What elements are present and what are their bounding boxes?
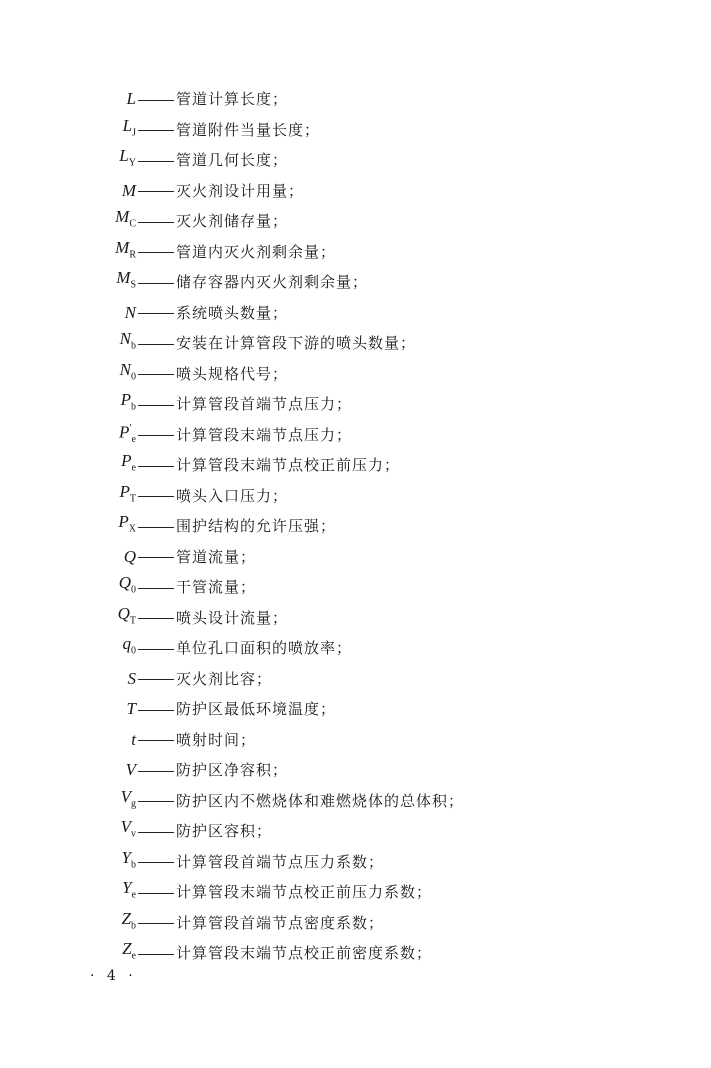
em-dash-separator xyxy=(138,405,174,406)
em-dash-separator xyxy=(138,557,174,558)
symbol-subscript: b xyxy=(131,920,136,932)
symbol-description: 管道流量； xyxy=(176,547,257,566)
symbol-row xyxy=(0,267,711,298)
em-dash-separator xyxy=(138,374,174,375)
symbol-description: 系统喷头数量； xyxy=(176,303,289,322)
symbol-subscript: e xyxy=(131,462,136,474)
symbol-subscript: v xyxy=(131,828,136,840)
symbol-main: M xyxy=(116,268,131,288)
symbol-row xyxy=(0,145,711,176)
page-number: · 4 · xyxy=(90,968,137,984)
symbol-main: Q xyxy=(123,546,136,566)
em-dash-separator xyxy=(138,679,174,680)
symbol xyxy=(0,263,136,301)
symbol-subscript: 0 xyxy=(131,584,136,596)
symbol-main: V xyxy=(120,817,131,837)
symbol xyxy=(0,725,136,756)
symbol-subscript: S xyxy=(130,279,136,291)
em-dash-separator xyxy=(138,466,174,467)
symbol-main: M xyxy=(115,207,130,227)
symbol-subscript: e xyxy=(131,434,136,446)
symbol-description: 计算管段首端节点压力； xyxy=(176,395,353,413)
symbol-main: Q xyxy=(118,573,131,593)
symbol-description: 计算管段首端节点压力系数； xyxy=(176,852,385,871)
em-dash-separator xyxy=(138,923,174,924)
symbol-main: V xyxy=(120,786,131,806)
symbol-subscript: 0 xyxy=(131,371,136,383)
symbol-main: M xyxy=(115,237,130,257)
em-dash-separator xyxy=(138,100,174,101)
symbol-subscript: b xyxy=(131,859,136,871)
symbol-main: P xyxy=(118,512,129,532)
symbol-main: V xyxy=(125,760,136,779)
symbol-description: 安装在计算管段下游的喷头数量； xyxy=(176,334,417,352)
symbol-description: 喷头设计流量； xyxy=(176,608,289,627)
em-dash-separator xyxy=(138,954,174,955)
symbol-subscript: 0 xyxy=(131,645,136,657)
em-dash-separator xyxy=(138,893,174,894)
em-dash-separator xyxy=(138,252,174,253)
em-dash-separator xyxy=(138,618,174,619)
symbol-list xyxy=(0,84,711,969)
em-dash-separator xyxy=(138,222,174,223)
em-dash-separator xyxy=(138,313,174,314)
symbol-description: 喷射时间； xyxy=(176,730,257,749)
symbol-subscript: b xyxy=(131,401,136,413)
symbol-main: Z xyxy=(122,939,132,959)
em-dash-separator xyxy=(138,832,174,833)
symbol xyxy=(0,934,136,972)
symbol-main: P xyxy=(121,451,132,471)
symbol-row xyxy=(0,725,711,756)
symbol-subscript: g xyxy=(131,798,136,810)
em-dash-separator xyxy=(138,771,174,772)
symbol-row xyxy=(0,511,711,542)
em-dash-separator xyxy=(138,588,174,589)
symbol-main: Y xyxy=(121,847,131,867)
symbol-description: 管道附件当量长度； xyxy=(176,120,321,139)
symbol-description: 防护区最低环境温度； xyxy=(176,700,337,718)
symbol-description: 计算管段末端节点校正前密度系数； xyxy=(176,944,433,962)
symbol-main: L xyxy=(126,89,136,108)
symbol-description: 防护区容积； xyxy=(176,822,273,840)
symbol-description: 管道计算长度； xyxy=(176,90,289,108)
symbol-description: 灭火剂储存量； xyxy=(176,212,289,230)
symbol-subscript: R xyxy=(129,249,136,261)
symbol-description: 灭火剂比容； xyxy=(176,669,273,688)
symbol-subscript: Y xyxy=(128,157,136,169)
symbol-description: 计算管段首端节点密度系数； xyxy=(176,913,385,932)
symbol xyxy=(0,141,136,179)
symbol-subscript: b xyxy=(131,340,136,352)
em-dash-separator xyxy=(138,283,174,284)
em-dash-separator xyxy=(138,496,174,497)
em-dash-separator xyxy=(138,191,174,192)
symbol-row xyxy=(0,938,711,969)
symbol-subscript: T xyxy=(129,493,136,505)
symbol-description: 围护结构的允许压强； xyxy=(176,517,337,535)
symbol xyxy=(0,664,136,695)
symbol-description: 喷头入口压力； xyxy=(176,486,289,505)
em-dash-separator xyxy=(138,130,174,131)
symbol xyxy=(0,507,136,545)
symbol-subscript: e xyxy=(131,889,136,901)
symbol-description: 灭火剂设计用量； xyxy=(176,181,305,200)
symbol-row xyxy=(0,664,711,695)
em-dash-separator xyxy=(138,710,174,711)
symbol-main: N xyxy=(119,359,131,379)
symbol-description: 单位孔口面积的喷放率； xyxy=(176,639,353,657)
symbol-main: M xyxy=(121,180,136,200)
symbol-main: L xyxy=(122,115,133,135)
em-dash-separator xyxy=(138,740,174,741)
symbol-description: 管道几何长度； xyxy=(176,151,289,169)
symbol-description: 干管流量； xyxy=(176,578,257,596)
symbol-description: 防护区净容积； xyxy=(176,761,289,779)
symbol-main: q xyxy=(122,634,131,654)
symbol-description: 计算管段末端节点校正前压力； xyxy=(176,456,401,474)
symbol-description: 喷头规格代号； xyxy=(176,364,289,383)
em-dash-separator xyxy=(138,527,174,528)
symbol-main: P xyxy=(120,390,131,410)
symbol-description: 防护区内不燃烧体和难燃烧体的总体积； xyxy=(176,791,465,810)
symbol xyxy=(0,629,136,667)
em-dash-separator xyxy=(138,801,174,802)
em-dash-separator xyxy=(138,435,174,436)
symbol-subscript: J xyxy=(132,127,136,139)
symbol-subscript: X xyxy=(128,523,136,535)
symbol-main: N xyxy=(124,302,136,322)
symbol-main: Z xyxy=(121,908,131,928)
symbol-main: P xyxy=(118,422,130,442)
symbol-subscript: e xyxy=(131,950,136,962)
symbol-description: 管道内灭火剂剩余量； xyxy=(176,242,337,261)
em-dash-separator xyxy=(138,161,174,162)
symbol-main: Y xyxy=(122,878,132,898)
symbol-main: t xyxy=(131,729,136,749)
symbol-row xyxy=(0,694,711,725)
symbol-main: S xyxy=(127,668,136,688)
symbol-description: 储存容器内灭火剂剩余量； xyxy=(176,273,369,291)
symbol-superscript: ′ xyxy=(129,422,132,434)
symbol-main: T xyxy=(126,699,136,718)
symbol-main: N xyxy=(119,329,131,349)
symbol-description: 计算管段末端节点压力； xyxy=(176,425,353,444)
symbol-main: L xyxy=(119,146,129,166)
em-dash-separator xyxy=(138,862,174,863)
symbol xyxy=(0,694,136,725)
symbol-row xyxy=(0,633,711,664)
symbol-main: Q xyxy=(117,603,130,623)
symbol-subscript: C xyxy=(129,218,136,230)
em-dash-separator xyxy=(138,649,174,650)
symbol-description: 计算管段末端节点校正前压力系数； xyxy=(176,883,433,901)
symbol-main: P xyxy=(119,481,130,501)
em-dash-separator xyxy=(138,344,174,345)
symbol-subscript: T xyxy=(129,615,136,627)
